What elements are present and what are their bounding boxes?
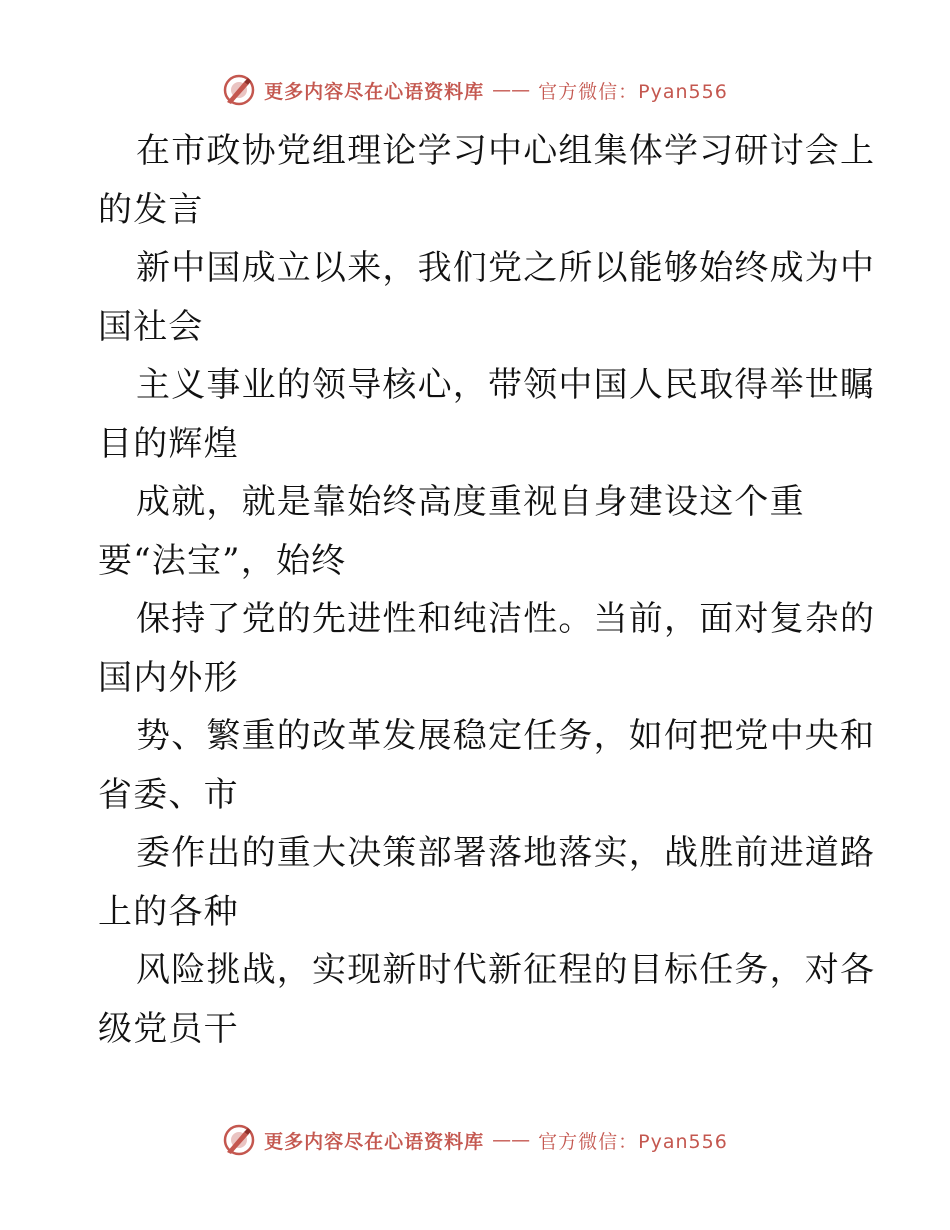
text-line: 成就，就是靠始终高度重视自身建设这个重 <box>136 482 805 522</box>
text-line: 国社会 <box>98 306 204 347</box>
watermark-brand: 更多内容尽在心语资料库 <box>264 1130 485 1153</box>
text-line: 在市政协党组理论学习中心组集体学习研讨会上 <box>136 131 876 171</box>
text-line: 主义事业的领导核心，带领中国人民取得举世瞩 <box>136 365 876 405</box>
text-line: 新中国成立以来，我们党之所以能够始终成为中 <box>136 248 876 288</box>
text-line: 的发言 <box>98 189 204 230</box>
text-line: 目的辉煌 <box>98 423 239 464</box>
text-line: 保持了党的先进性和纯洁性。当前，面对复杂的 <box>136 599 876 639</box>
watermark-wechat: 官方微信：Pyan556 <box>538 80 728 103</box>
text-line: 风险挑战，实现新时代新征程的目标任务，对各 <box>136 950 876 990</box>
text-line: 委作出的重大决策部署落地落实，战胜前进道路 <box>136 833 876 873</box>
pen-logo-icon <box>222 1123 256 1157</box>
header-watermark <box>0 70 950 110</box>
footer-watermark <box>0 1120 950 1160</box>
document-body <box>98 122 876 1058</box>
watermark-separator: —— <box>492 79 531 101</box>
text-line: 上的各种 <box>98 891 239 932</box>
text-line: 级党员干 <box>98 1008 239 1049</box>
pen-logo-icon <box>222 73 256 107</box>
watermark-separator: —— <box>492 1129 531 1151</box>
watermark-brand: 更多内容尽在心语资料库 <box>264 80 485 103</box>
text-line: 势、繁重的改革发展稳定任务，如何把党中央和 <box>136 716 876 756</box>
text-line: 要“法宝”，始终 <box>98 540 347 581</box>
watermark-wechat: 官方微信：Pyan556 <box>538 1130 728 1153</box>
text-line: 省委、市 <box>98 774 239 815</box>
text-line: 国内外形 <box>98 657 239 698</box>
